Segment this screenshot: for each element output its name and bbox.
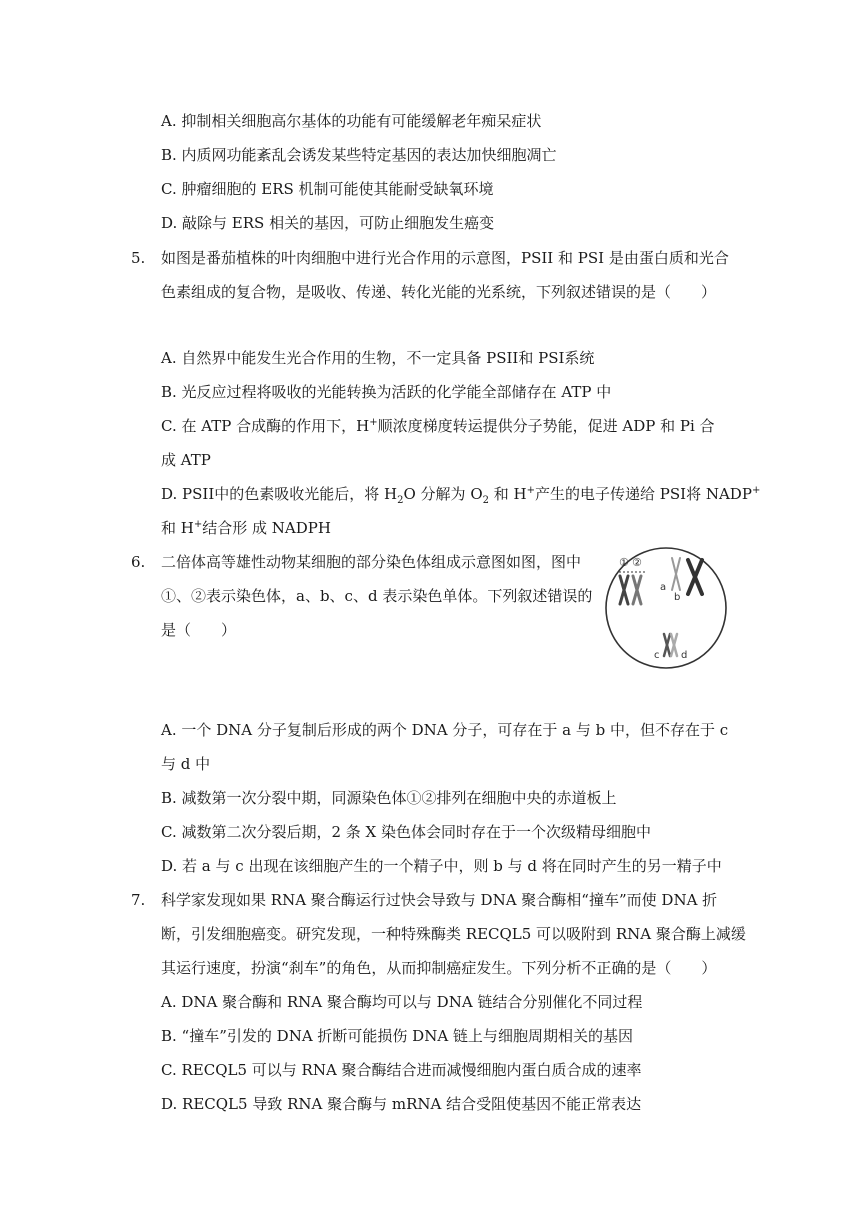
q4-option-c: C. 肿瘤细胞的 ERS 机制可能使其能耐受缺氧环境 [161,180,494,198]
label-chromatid-c: c [654,650,660,661]
q5-number: 5. [131,249,146,267]
q4-option-d: D. 敲除与 ERS 相关的基因，可防止细胞发生癌变 [161,214,495,232]
q6-stem-line-3: 是（ ） [161,621,237,639]
q7-option-a: A. DNA 聚合酶和 RNA 聚合酶均可以与 DNA 链结合分别催化不同过程 [161,993,643,1011]
chromosome-right [688,560,702,594]
q5-option-c-line-2: 成 ATP [161,451,211,469]
label-chromatid-b: b [674,592,681,603]
q6-option-a-line-1: A. 一个 DNA 分子复制后形成的两个 DNA 分子，可存在于 a 与 b 中，但不存在于 c [161,721,729,739]
q5-option-d-line-1: D. PSII中的色素吸收光能后，将 $H_2O$ 分解为 $O_2$ 和 H+产生的电子传递给 PSI将 NADP+ [161,485,761,506]
q5-option-d-line-2: 和 H+结合形 成 NADPH [161,519,331,537]
q6-option-a-line-2: 与 d 中 [161,755,211,773]
q5-stem-line-1: 如图是番茄植株的叶肉细胞中进行光合作用的示意图，PSII 和 PSI 是由蛋白质和光合 [161,249,729,267]
q6-stem-line-2: ①、②表示染色体，a、b、c、d 表示染色单体。下列叙述错误的 [161,587,593,605]
label-chromosome-2: ② [632,556,642,569]
q6-stem-line-1: 二倍体高等雄性动物某细胞的部分染色体组成示意图如图，图中 [161,553,582,571]
label-chromatid-a: a [660,582,667,593]
q5-option-b: B. 光反应过程将吸收的光能转换为活跃的化学能全部储存在 ATP 中 [161,383,612,401]
chromosome-diagram [604,546,728,670]
chromosome-2 [633,576,641,604]
q4-option-b: B. 内质网功能紊乱会诱发某些特定基因的表达加快细胞凋亡 [161,146,557,164]
q5-option-a: A. 自然界中能发生光合作用的生物，不一定具备 PSII和 PSI系统 [161,349,595,367]
chromosome-cd [664,634,677,656]
chromosome-ab [672,558,680,590]
q7-stem-line-3: 其运行速度，扮演“刹车”的角色，从而抑制癌症发生。下列分析不正确的是（ ） [161,959,717,977]
label-chromosome-1: ① [619,556,629,569]
q7-option-c: C. RECQL5 可以与 RNA 聚合酶结合进而减慢细胞内蛋白质合成的速率 [161,1061,642,1079]
q7-option-b: B. “撞车”引发的 DNA 折断可能损伤 DNA 链上与细胞周期相关的基因 [161,1027,633,1045]
q6-option-c: C. 减数第二次分裂后期，2 条 X 染色体会同时存在于一个次级精母细胞中 [161,823,652,841]
q5-option-c-line-1: C. 在 ATP 合成酶的作用下，H+顺浓度梯度转运提供分子势能，促进 ADP 和 Pi 合 [161,417,715,435]
chromosome-1 [620,576,628,604]
q7-stem-line-2: 断，引发细胞癌变。研究发现，一种特殊酶类 RECQL5 可以吸附到 RNA 聚合酶上减缓 [161,925,746,943]
q6-number: 6. [131,553,146,571]
q7-option-d: D. RECQL5 导致 RNA 聚合酶与 mRNA 结合受阻使基因不能正常表达 [161,1095,642,1113]
q7-number: 7. [131,891,146,909]
q4-option-a: A. 抑制相关细胞高尔基体的功能有可能缓解老年痴呆症状 [161,112,542,130]
q5-stem-line-2: 色素组成的复合物，是吸收、传递、转化光能的光系统，下列叙述错误的是（ ） [161,283,717,301]
q7-stem-line-1: 科学家发现如果 RNA 聚合酶运行过快会导致与 DNA 聚合酶相“撞车”而使 DNA 折 [161,891,718,909]
q6-option-d: D. 若 a 与 c 出现在该细胞产生的一个精子中，则 b 与 d 将在同时产生的另一精子中 [161,857,722,875]
label-chromatid-d: d [681,650,688,661]
q6-option-b: B. 减数第一次分裂中期，同源染色体①②排列在细胞中央的赤道板上 [161,789,617,807]
